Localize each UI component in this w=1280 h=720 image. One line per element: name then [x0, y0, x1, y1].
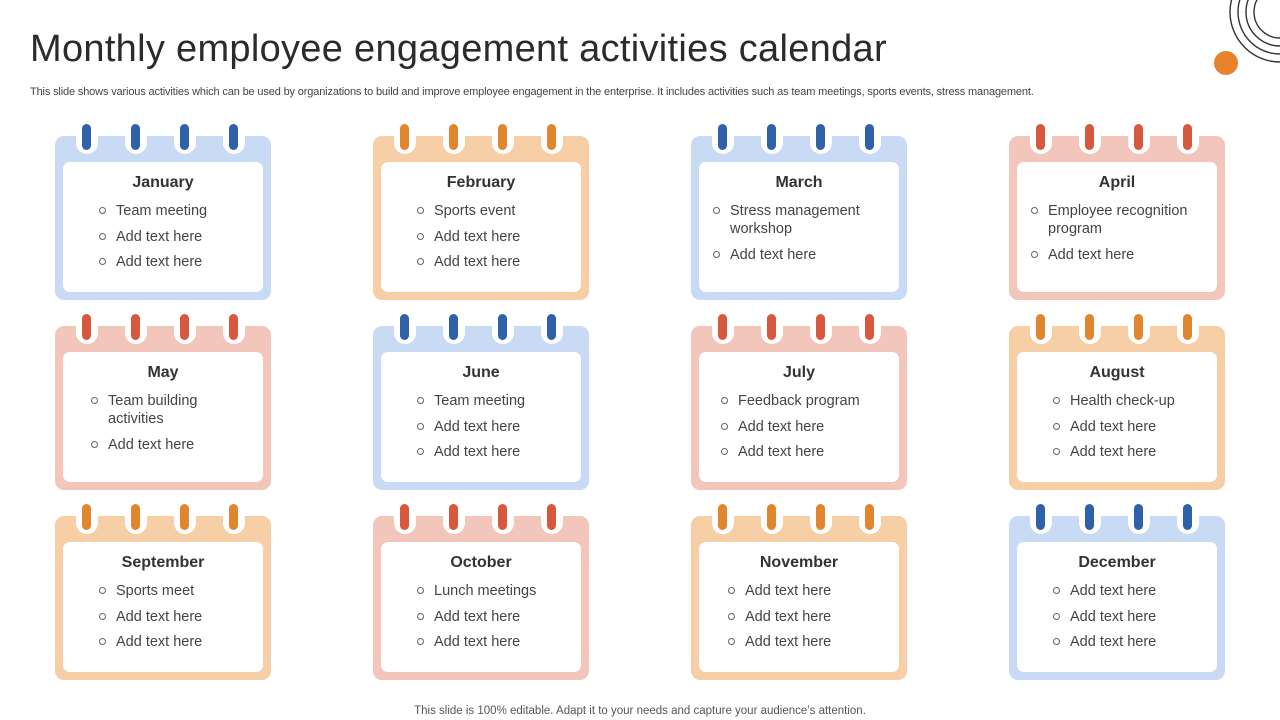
binder-ring-icon: [761, 124, 783, 158]
activity-item: [116, 633, 263, 651]
activity-item: [1048, 202, 1198, 238]
activity-text: Employee recognition program: [1048, 203, 1188, 237]
activity-list: [1017, 582, 1217, 651]
month-card-body: [63, 542, 263, 672]
month-name: December: [1078, 554, 1156, 571]
bullet-icon: [721, 423, 728, 430]
bullet-icon: [1053, 448, 1060, 455]
month-card-body: [381, 352, 581, 482]
activity-list: [381, 202, 581, 271]
bullet-icon: [1053, 587, 1060, 594]
activity-item: [108, 392, 218, 428]
month-card-may: [55, 326, 271, 490]
bullet-icon: [417, 448, 424, 455]
month-name: February: [446, 174, 516, 191]
binder-ring-icon: [492, 504, 514, 538]
binder-ring-icon: [810, 124, 832, 158]
activity-item: [116, 202, 263, 220]
month-card-body: [1017, 352, 1217, 482]
binder-ring-icon: [174, 124, 196, 158]
month-card-body: [1017, 542, 1217, 672]
footer-note: This slide is 100% editable. Adapt it to your needs and capture your audience’s attention.: [414, 705, 866, 717]
month-name: June: [462, 364, 500, 381]
activity-item: [745, 582, 899, 600]
activity-text: Add text here: [1070, 418, 1157, 435]
activity-item: [116, 228, 263, 246]
month-card-november: [691, 516, 907, 680]
page-subtitle: This slide shows various activities which can be used by organizations to build and improve employee engagement in the enterprise. It includes activities such as team meetings, sports events, stress management.: [30, 86, 1034, 98]
binder-ring-icon: [394, 124, 416, 158]
binder-ring-icon: [492, 124, 514, 158]
binder-ring-icon: [1128, 314, 1150, 348]
bullet-icon: [417, 587, 424, 594]
activity-item: [738, 392, 899, 410]
bullet-icon: [721, 448, 728, 455]
bullet-icon: [1053, 397, 1060, 404]
activity-item: [434, 633, 581, 651]
activity-item: [745, 633, 899, 651]
binder-ring-icon: [712, 314, 734, 348]
bullet-icon: [99, 587, 106, 594]
bullet-icon: [1053, 638, 1060, 645]
binder-ring-icon: [859, 314, 881, 348]
month-card-body: [63, 162, 263, 292]
month-card-february: [373, 136, 589, 300]
binder-ring-icon: [1128, 504, 1150, 538]
binder-ring-icon: [76, 504, 98, 538]
activity-item: [116, 253, 263, 271]
activity-item: [116, 608, 263, 626]
activity-text: Team meeting: [434, 393, 526, 409]
activity-list: [699, 392, 899, 461]
activity-text: Add text here: [108, 436, 195, 453]
month-card-body: [699, 352, 899, 482]
binder-ring-icon: [1079, 314, 1101, 348]
concentric-arcs-decoration: [1190, 0, 1280, 90]
month-card-june: [373, 326, 589, 490]
bullet-icon: [417, 613, 424, 620]
activity-text: Add text here: [745, 583, 832, 599]
month-card-august: [1009, 326, 1225, 490]
binder-ring-icon: [1177, 504, 1199, 538]
month-card-january: [55, 136, 271, 300]
month-card-body: [381, 162, 581, 292]
binder-ring-icon: [492, 314, 514, 348]
bullet-icon: [417, 233, 424, 240]
activity-text: Feedback program: [738, 393, 860, 409]
activity-text: Health check-up: [1070, 393, 1175, 409]
activity-item: [730, 202, 880, 238]
bullet-icon: [713, 251, 720, 258]
binder-ring-icon: [810, 314, 832, 348]
month-card-body: [63, 352, 263, 482]
binder-ring-icon: [541, 504, 563, 538]
month-name: January: [132, 174, 194, 191]
activity-text: Lunch meetings: [434, 583, 537, 599]
activity-text: Team meeting: [116, 203, 208, 219]
activity-item: [1070, 392, 1217, 410]
activity-item: [434, 608, 581, 626]
activity-item: [1048, 246, 1198, 264]
month-card-march: [691, 136, 907, 300]
binder-ring-icon: [223, 124, 245, 158]
binder-ring-icon: [1079, 124, 1101, 158]
month-card-body: [1017, 162, 1217, 292]
activity-text: Add text here: [116, 634, 203, 650]
activity-item: [738, 443, 899, 461]
activity-list: [381, 582, 581, 651]
bullet-icon: [1053, 613, 1060, 620]
binder-ring-icon: [125, 314, 147, 348]
month-name: April: [1098, 174, 1136, 191]
activity-list: [63, 582, 263, 651]
month-card-october: [373, 516, 589, 680]
activity-item: [745, 608, 899, 626]
binder-ring-icon: [223, 314, 245, 348]
activity-item: [1070, 608, 1217, 626]
activity-item: [1070, 633, 1217, 651]
month-card-body: [699, 542, 899, 672]
activity-text: Add text here: [434, 634, 521, 650]
binder-ring-icon: [443, 314, 465, 348]
binder-ring-icon: [712, 504, 734, 538]
bullet-icon: [99, 613, 106, 620]
activity-item: [434, 202, 581, 220]
bullet-icon: [721, 397, 728, 404]
month-name: March: [775, 174, 823, 191]
month-card-body: [699, 162, 899, 292]
activity-text: Add text here: [434, 418, 521, 435]
binder-ring-icon: [125, 504, 147, 538]
binder-ring-icon: [810, 504, 832, 538]
activity-item: [1070, 443, 1217, 461]
activity-text: Team building activities: [108, 393, 198, 427]
page-title: Monthly employee engagement activities calendar: [30, 28, 887, 70]
month-card-april: [1009, 136, 1225, 300]
bullet-icon: [728, 638, 735, 645]
activity-text: Add text here: [434, 228, 521, 245]
binder-ring-icon: [541, 124, 563, 158]
binder-ring-icon: [443, 124, 465, 158]
activity-text: Add text here: [434, 608, 521, 625]
activity-item: [116, 582, 263, 600]
activity-list: [63, 202, 263, 271]
bullet-icon: [417, 423, 424, 430]
bullet-icon: [417, 397, 424, 404]
month-name: July: [782, 364, 815, 381]
month-name: May: [147, 364, 179, 381]
bullet-icon: [417, 207, 424, 214]
binder-ring-icon: [443, 504, 465, 538]
activity-list: [699, 202, 899, 264]
binder-ring-icon: [223, 504, 245, 538]
activity-text: Add text here: [738, 418, 825, 435]
activity-list: [1017, 202, 1217, 264]
month-card-september: [55, 516, 271, 680]
binder-ring-icon: [76, 124, 98, 158]
binder-ring-icon: [174, 314, 196, 348]
activity-text: Add text here: [116, 228, 203, 245]
activity-list: [699, 582, 899, 651]
binder-ring-icon: [1030, 504, 1052, 538]
month-name: August: [1089, 364, 1145, 381]
month-name: November: [759, 554, 839, 571]
activity-item: [434, 392, 581, 410]
binder-ring-icon: [1030, 314, 1052, 348]
binder-ring-icon: [174, 504, 196, 538]
binder-ring-icon: [761, 314, 783, 348]
bullet-icon: [728, 613, 735, 620]
activity-text: Add text here: [116, 254, 203, 270]
month-card-december: [1009, 516, 1225, 680]
bullet-icon: [91, 441, 98, 448]
binder-ring-icon: [859, 504, 881, 538]
month-card-body: [381, 542, 581, 672]
bullet-icon: [99, 258, 106, 265]
activity-item: [738, 418, 899, 436]
bullet-icon: [99, 233, 106, 240]
activity-list: [63, 392, 263, 454]
activity-text: Add text here: [116, 608, 203, 625]
binder-ring-icon: [125, 124, 147, 158]
month-name: September: [121, 554, 205, 571]
activity-list: [381, 392, 581, 461]
activity-text: Add text here: [745, 634, 832, 650]
activity-item: [434, 418, 581, 436]
bullet-icon: [1053, 423, 1060, 430]
activity-text: Add text here: [1070, 634, 1157, 650]
binder-ring-icon: [76, 314, 98, 348]
bullet-icon: [417, 258, 424, 265]
binder-ring-icon: [394, 504, 416, 538]
binder-ring-icon: [859, 124, 881, 158]
bullet-icon: [417, 638, 424, 645]
activity-text: Add text here: [738, 444, 825, 460]
activity-text: Sports meet: [116, 583, 195, 599]
binder-ring-icon: [761, 504, 783, 538]
activity-list: [1017, 392, 1217, 461]
activity-item: [434, 443, 581, 461]
bullet-icon: [99, 207, 106, 214]
binder-ring-icon: [1177, 314, 1199, 348]
bullet-icon: [91, 397, 98, 404]
binder-ring-icon: [1128, 124, 1150, 158]
binder-ring-icon: [1177, 124, 1199, 158]
activity-text: Add text here: [1048, 246, 1135, 263]
activity-item: [108, 436, 218, 454]
binder-ring-icon: [541, 314, 563, 348]
bullet-icon: [713, 207, 720, 214]
activity-text: Add text here: [745, 608, 832, 625]
activity-text: Add text here: [1070, 608, 1157, 625]
binder-ring-icon: [1079, 504, 1101, 538]
activity-item: [1070, 582, 1217, 600]
activity-item: [434, 253, 581, 271]
activity-text: Add text here: [1070, 583, 1157, 599]
bullet-icon: [1031, 207, 1038, 214]
month-card-july: [691, 326, 907, 490]
activity-text: Add text here: [1070, 444, 1157, 460]
activity-text: Add text here: [730, 246, 817, 263]
activity-item: [1070, 418, 1217, 436]
binder-ring-icon: [1030, 124, 1052, 158]
bullet-icon: [1031, 251, 1038, 258]
activity-item: [730, 246, 880, 264]
activity-item: [434, 582, 581, 600]
binder-ring-icon: [712, 124, 734, 158]
activity-text: Add text here: [434, 254, 521, 270]
activity-text: Stress management workshop: [730, 203, 860, 237]
bullet-icon: [728, 587, 735, 594]
month-name: October: [450, 554, 512, 571]
activity-item: [434, 228, 581, 246]
binder-ring-icon: [394, 314, 416, 348]
activity-text: Sports event: [434, 203, 516, 219]
bullet-icon: [99, 638, 106, 645]
activity-text: Add text here: [434, 444, 521, 460]
